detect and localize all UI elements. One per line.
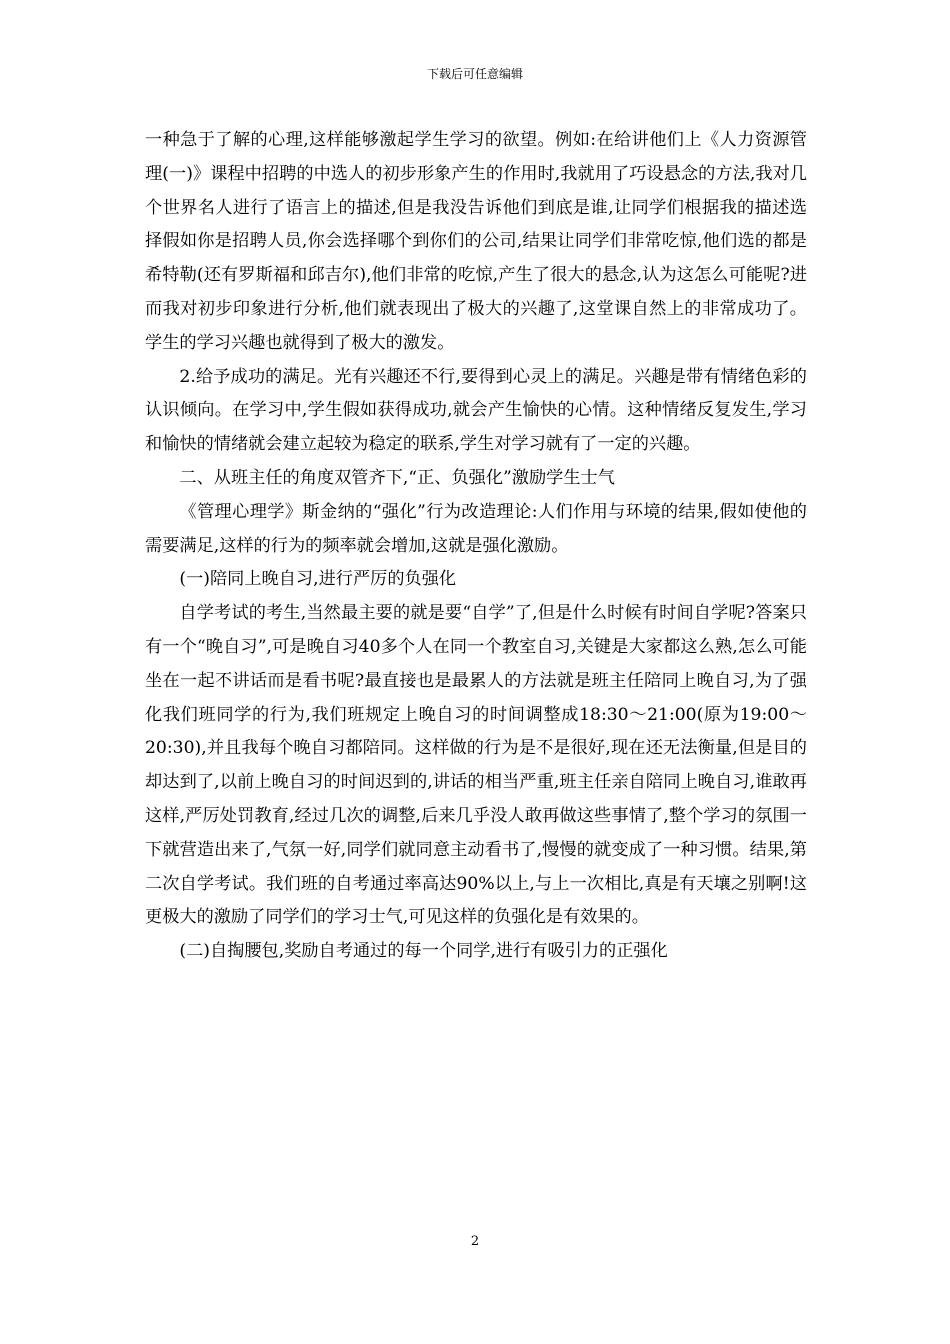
document-body xyxy=(145,124,807,969)
page-header: 下载后可任意编辑 xyxy=(426,67,523,81)
paragraph-reinforcement-theory: 《管理心理学》斯金纳的“强化”行为改造理论:人们作用与环境的结果,假如使他的需要满足,这样的行为的频率就会增加,这就是强化激励。 xyxy=(145,501,807,556)
page-number: 2 xyxy=(470,1234,480,1249)
paragraph-success-satisfaction: 2.给予成功的满足。光有兴趣还不行,要得到心灵上的满足。兴趣是带有情绪色彩的认识倾向。在学习中,学生假如获得成功,就会产生愉快的心情。这种情绪反复发生,学习和愉快的情绪就会建立起较为稳定的联系,学生对学习就有了一定的兴趣。 xyxy=(145,366,807,455)
subheading-positive-reinforcement: (二)自掏腰包,奖励自考通过的每一个同学,进行有吸引力的正强化 xyxy=(179,941,668,962)
paragraph-evening-study: 自学考试的考生,当然最主要的就是要“自学”了,但是什么时候有时间自学呢?答案只有一个“晚自习”,可是晚自习40多个人在同一个教室自习,关键是大家都这么熟,怎么可能坐在一起不讲话而是看书呢?最直接也是最累人的方法就是班主任陪同上晚自习,为了强化我们班同学的行为,我们班规定上晚自习的时间调整成18:30～21:00(原为19:00～20:30),并且我每个晚自习都陪同。这样做的行为是不是很好,现在还无法衡量,但是目的却达到了,以前上晚自习的时间迟到的,讲话的相当严重,班主任亲自陪同上晚自习,谁敢再这样,严厉处罚教育,经过几次的调整,后来几乎没人敢再做这些事情了,整个学习的氛围一下就营造出来了,气氛一好,同学们就同意主动看书了,慢慢的就变成了一种习惯。结果,第二次自学考试。我们班的自考通过率高达90%以上,与上一次相比,真是有天壤之别啊!这更极大的激励了同学们的学习士气,可见这样的负强化是有效果的。 xyxy=(145,603,807,928)
section-heading-reinforcement: 二、从班主任的角度双管齐下,“正、负强化”激励学生士气 xyxy=(179,467,615,488)
paragraph-continuation: 一种急于了解的心理,这样能够激起学生学习的欲望。例如:在给讲他们上《人力资源管理(一)》课程中招聘的中选人的初步形象产生的作用时,我就用了巧设悬念的方法,我对几个世界名人进行了语言上的描述,但是我没告诉他们到底是谁,让同学们根据我的描述选择假如你是招聘人员,你会选择哪个到你们的公司,结果让同学们非常吃惊,他们选的都是希特勒(还有罗斯福和邱吉尔),他们非常的吃惊,产生了很大的悬念,认为这怎么可能呢?进而我对初步印象进行分析,他们就表现出了极大的兴趣了,这堂课自然上的非常成功了。学生的学习兴趣也就得到了极大的激发。 xyxy=(145,130,807,353)
subheading-negative-reinforcement: (一)陪同上晚自习,进行严厉的负强化 xyxy=(179,569,457,590)
